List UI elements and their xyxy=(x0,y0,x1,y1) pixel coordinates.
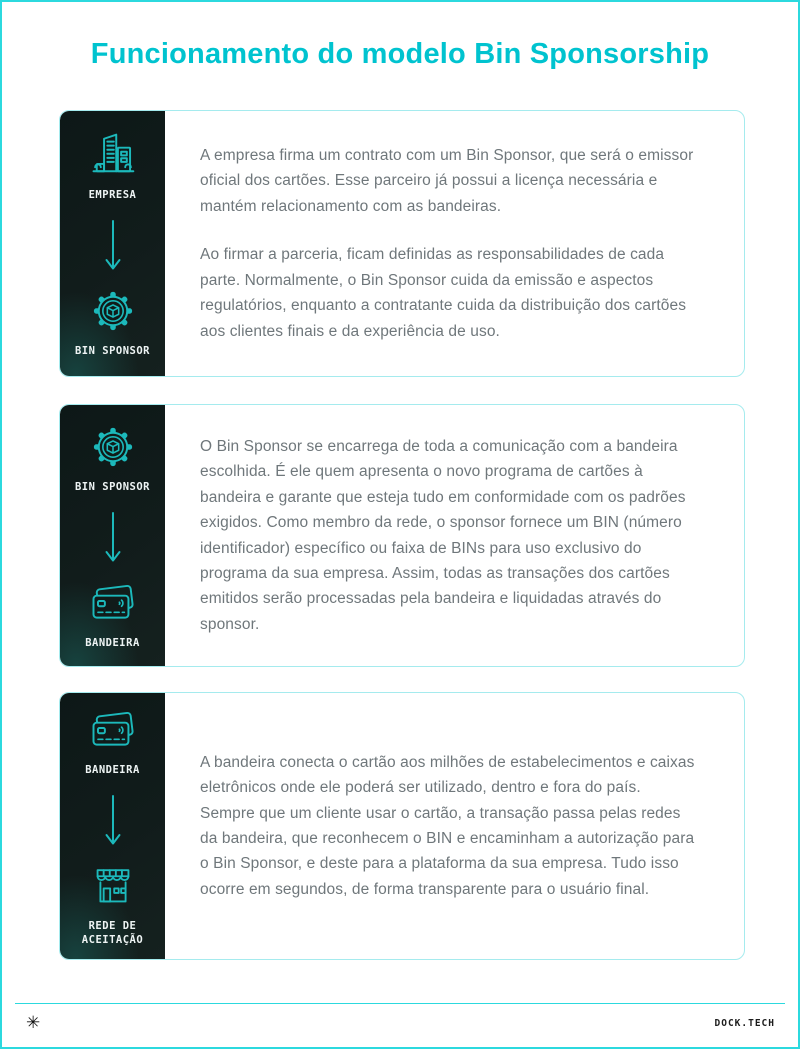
page-title: Funcionamento do modelo Bin Sponsorship xyxy=(90,38,710,70)
flow-label-to: REDE DE ACEITAÇÃO xyxy=(81,919,144,947)
paragraph: Ao firmar a parceria, ficam definidas as responsabilidades de cada parte. Normalmente, o Bin Sponsor cuida da emissão e aspectos regulatórios, enquanto a contratante cuida da distribuição dos cartões aos clientes finais e da experiência de uso. xyxy=(200,246,687,340)
flow-label-from: BANDEIRA xyxy=(85,763,140,776)
paragraph: O Bin Sponsor se encarrega de toda a comunicação com a bandeira escolhida. É ele quem apresenta o novo programa de cartões à bandeira e garante que esteja tudo em conformidade com os padrões exigidos. Como membro da rede, o sponsor fornece um BIN (número identificador) específico ou faixa de BINs para uso exclusivo do programa da sua empresa. Assim, todas as transações dos cartões emitidos serão processadas pela bandeira e liquidadas através do sponsor. xyxy=(200,437,686,633)
dock-asterisk-logo-icon: ✳ xyxy=(26,1013,41,1032)
flow-label-from: EMPRESA xyxy=(88,188,137,201)
paragraph: A empresa firma um contrato com um Bin Sponsor, que será o emissor oficial dos cartões. Esse parceiro já possui a licença necessária e mantém relacionamento com as bandeiras. xyxy=(200,147,694,215)
arrow-down-icon xyxy=(104,791,122,849)
credit-card-icon xyxy=(87,577,139,629)
building-icon xyxy=(87,129,139,181)
credit-card-icon xyxy=(87,704,139,756)
storefront-icon xyxy=(87,860,139,912)
gear-cube-icon xyxy=(87,285,139,337)
flow-label-to: BANDEIRA xyxy=(85,636,140,649)
flow-rail xyxy=(60,405,165,666)
footer-brand: DOCK.TECH xyxy=(714,1018,775,1029)
footer-divider xyxy=(15,1003,785,1004)
arrow-down-icon xyxy=(104,216,122,274)
card-bandeira-rede xyxy=(59,692,745,960)
flow-rail xyxy=(60,111,165,376)
card-text xyxy=(165,405,744,666)
gear-cube-icon xyxy=(87,421,139,473)
card-binsponsor-bandeira xyxy=(59,404,745,667)
card-empresa-binsponsor xyxy=(59,110,745,377)
arrow-down-icon xyxy=(104,508,122,566)
card-text xyxy=(165,111,744,376)
flow-rail xyxy=(60,693,165,959)
card-text xyxy=(165,693,744,959)
flow-label-from: BIN SPONSOR xyxy=(74,480,151,493)
paragraph: A bandeira conecta o cartão aos milhões de estabelecimentos e caixas eletrônicos onde ele poderá ser utilizado, dentro e fora do país. Sempre que um cliente usar o cartão, a transação passa pelas redes da bandeira, que reconhecem o BIN e encaminham a autorização para o Bin Sponsor, e deste para a plataforma da sua empresa. Tudo isso ocorre em segundos, de forma transparente para o usuário final. xyxy=(200,753,695,898)
flow-label-to: BIN SPONSOR xyxy=(74,344,151,357)
